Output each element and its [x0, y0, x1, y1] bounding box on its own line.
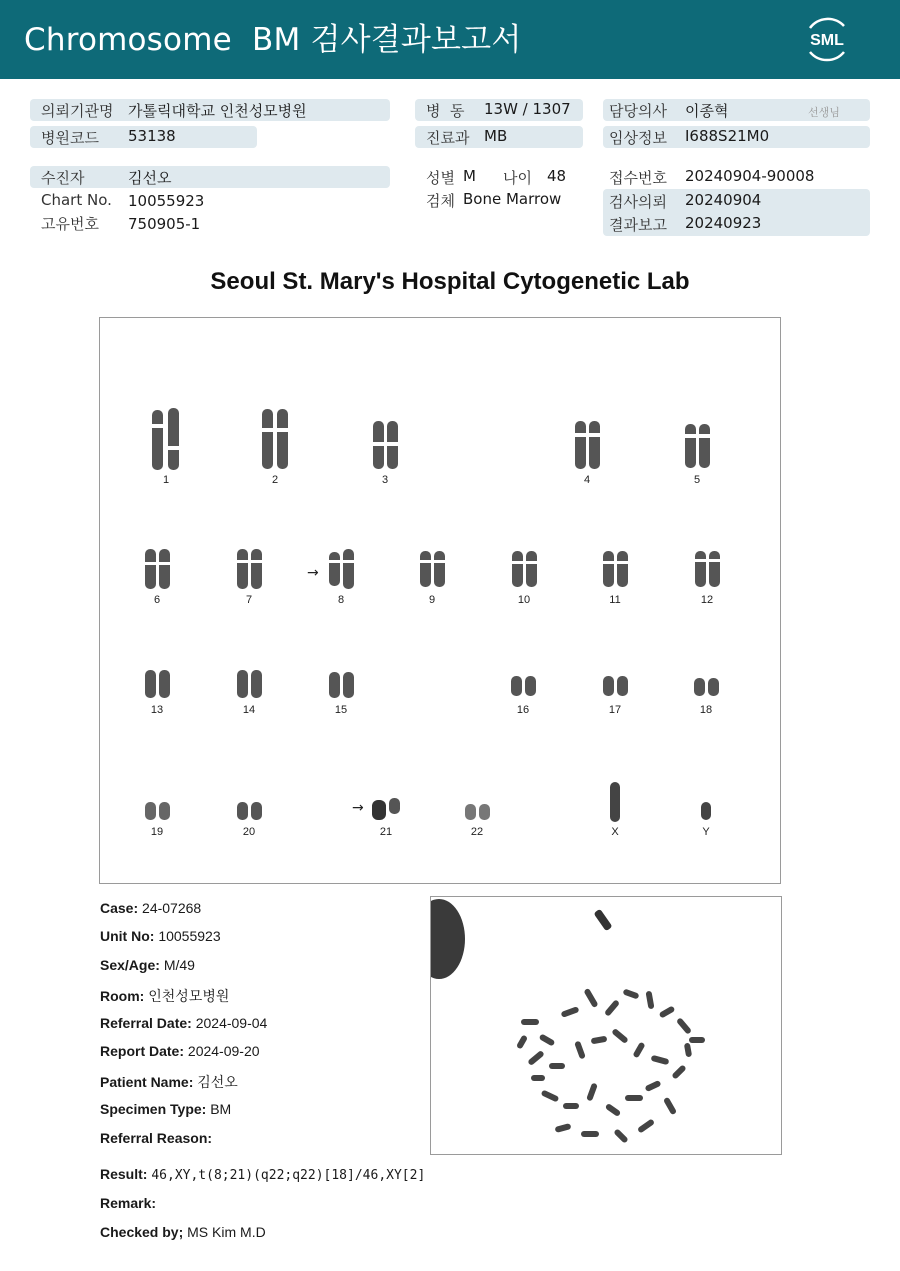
chromosome-label: 7 [245, 594, 253, 606]
checked-by-label: Checked by; [100, 1224, 184, 1240]
report-header [0, 0, 900, 79]
chromosome-pair [585, 546, 645, 606]
chromosome-pair [219, 546, 279, 606]
chromosome-label: 22 [470, 826, 484, 838]
metaphase-spread-graphic [431, 897, 782, 1155]
logo-text: SML [810, 32, 844, 49]
result-label: Result: [100, 1166, 148, 1182]
unit-value: 10055923 [158, 928, 221, 944]
chromosome-label: 15 [334, 704, 348, 716]
case-value: 24-07268 [142, 900, 202, 916]
chromosome-pair [127, 666, 187, 716]
metaphase-image [430, 896, 782, 1155]
chart-value: 10055923 [128, 192, 205, 210]
chromosome-label: 16 [516, 704, 530, 716]
sexage-label: Sex/Age: [100, 957, 160, 973]
doctor-suffix: 선생님 [808, 106, 840, 119]
sexage-value: M/49 [163, 957, 195, 973]
room-value: 인천성모병원 [148, 988, 230, 1004]
referral-date-value: 2024-09-04 [195, 1015, 268, 1031]
doctor-label: 담당의사 [609, 102, 667, 120]
chromosome-pair [219, 792, 279, 838]
chromosome-label: 19 [150, 826, 164, 838]
chromosome-pair [585, 778, 645, 838]
chromosome-label: 2 [271, 474, 279, 486]
chromosome-pair [667, 420, 727, 486]
ward-label: 병 동 [426, 102, 465, 120]
sex-label: 성별 [426, 169, 455, 187]
report-date-label: Report Date: [100, 1043, 185, 1059]
karyotype-panel [99, 317, 781, 884]
checked-by-value: MS Kim M.D [187, 1224, 266, 1240]
referral-reason-label: Referral Reason: [100, 1130, 213, 1146]
case-label: Case: [100, 900, 139, 916]
hospital-code-value: 53138 [128, 127, 176, 145]
age-label: 나이 [503, 169, 532, 187]
chromosome-pair [311, 666, 371, 716]
chromosome-pair [356, 792, 416, 838]
chromosome-pair [355, 418, 415, 486]
chromosome-image [146, 406, 186, 472]
chromosome-label: 12 [700, 594, 714, 606]
chromosome-pair [127, 792, 187, 838]
chromosome-pair [585, 666, 645, 716]
unit-label: Unit No: [100, 928, 155, 944]
sex-value: M [463, 167, 476, 185]
chromosome-label: 13 [150, 704, 164, 716]
chromosome-label: 21 [379, 826, 393, 838]
chromosome-label: 20 [242, 826, 256, 838]
result-value: 46,XY,t(8;21)(q22;q22)[18]/46,XY[2] [151, 1168, 426, 1183]
chromosome-pair [245, 406, 305, 486]
chromosome-pair [447, 792, 507, 838]
request-label: 검사의뢰 [609, 193, 667, 211]
report-label: 결과보고 [609, 216, 667, 234]
institution-value: 가톨릭대학교 인천성모병원 [128, 102, 307, 120]
chromosome-pair [311, 546, 371, 606]
specimen-type-value: BM [210, 1101, 232, 1117]
chart-label: Chart No. [41, 191, 112, 209]
chromosome-label: 17 [608, 704, 622, 716]
chromosome-label: X [611, 826, 619, 838]
unique-label: 고유번호 [41, 215, 99, 233]
chromosome-pair [677, 546, 737, 606]
dept-label: 진료과 [426, 129, 470, 147]
chromosome-pair [557, 418, 617, 486]
lab-title: Seoul St. Mary's Hospital Cytogenetic Lab [210, 268, 690, 295]
specimen-value: Bone Marrow [463, 190, 562, 208]
chromosome-label: 6 [153, 594, 161, 606]
chromosome-label: 5 [693, 474, 701, 486]
specimen-label: 검체 [426, 192, 455, 210]
chromosome-pair [493, 666, 553, 716]
chromosome-label: 8 [337, 594, 345, 606]
request-value: 20240904 [685, 191, 762, 209]
recipient-value: 김선오 [128, 169, 172, 187]
doctor-value: 이종혁 [685, 102, 729, 120]
patient-name-value: 김선오 [197, 1074, 238, 1090]
report-value: 20240923 [685, 214, 762, 232]
chromosome-pair [136, 406, 196, 486]
chromosome-label: 9 [428, 594, 436, 606]
institution-label: 의뢰기관명 [41, 102, 114, 120]
remark-label: Remark: [100, 1195, 157, 1211]
translocation-arrow-8: → [307, 565, 319, 581]
age-value: 48 [547, 167, 567, 185]
recipient-label: 수진자 [41, 169, 85, 187]
chromosome-label: 14 [242, 704, 256, 716]
chromosome-pair [127, 546, 187, 606]
chromosome-label: 3 [381, 474, 389, 486]
chromosome-pair [402, 546, 462, 606]
chromosome-label: Y [702, 826, 710, 838]
chromosome-pair [219, 666, 279, 716]
ward-value: 13W / 1307 [484, 100, 571, 118]
sml-logo [800, 12, 854, 66]
specimen-type-label: Specimen Type: [100, 1101, 207, 1117]
chromosome-pair [676, 792, 736, 838]
report-title: Chromosome BM 검사결과보고서 [24, 22, 522, 58]
chromosome-label: 18 [699, 704, 713, 716]
chromosome-label: 1 [162, 474, 170, 486]
chromosome-label: 10 [517, 594, 531, 606]
receipt-label: 접수번호 [609, 169, 667, 187]
report-date-value: 2024-09-20 [187, 1043, 260, 1059]
chromosome-label: 11 [609, 594, 621, 606]
chromosome-label: 4 [583, 474, 591, 486]
referral-date-label: Referral Date: [100, 1015, 192, 1031]
chromosome-pair [676, 666, 736, 716]
patient-name-label: Patient Name: [100, 1074, 194, 1090]
unique-value: 750905-1 [128, 215, 201, 233]
chromosome-pair [494, 546, 554, 606]
clinical-value: I688S21M0 [685, 127, 770, 145]
room-label: Room: [100, 988, 145, 1004]
dept-value: MB [484, 127, 508, 145]
receipt-value: 20240904-90008 [685, 167, 815, 185]
clinical-label: 임상정보 [609, 129, 667, 147]
translocation-arrow-21: → [352, 800, 364, 816]
hospital-code-label: 병원코드 [41, 129, 99, 147]
